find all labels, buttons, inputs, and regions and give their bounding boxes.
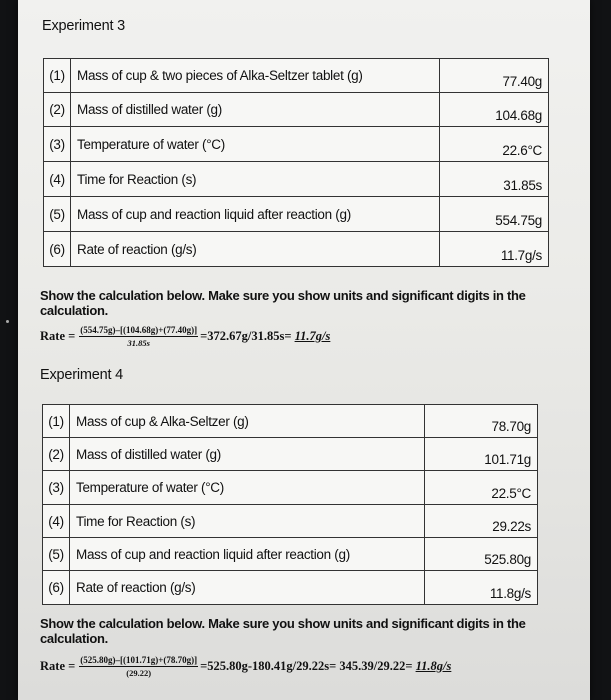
rate-fraction [79, 325, 198, 348]
table-row [44, 127, 549, 162]
row-label: Mass of cup and reaction liquid after reaction (g) [70, 538, 425, 571]
row-value: 29.22s [425, 505, 538, 538]
table-row [43, 538, 538, 571]
row-value: 77.40g [440, 59, 549, 93]
row-label: Mass of cup and reaction liquid after reaction (g) [71, 197, 440, 232]
row-number: (6) [44, 232, 71, 267]
row-label: Mass of cup & Alka-Seltzer (g) [70, 405, 425, 438]
row-number: (1) [44, 59, 71, 93]
row-number: (2) [44, 93, 71, 127]
experiment-4-instruction: Show the calculation below. Make sure you show units and significant digits in the calculation. [40, 616, 526, 646]
row-value: 22.6°C [440, 127, 549, 162]
row-label: Temperature of water (°C) [70, 471, 425, 505]
row-number: (3) [43, 471, 70, 505]
row-label: Rate of reaction (g/s) [70, 571, 425, 605]
row-label: Rate of reaction (g/s) [71, 232, 440, 267]
row-value: 554.75g [440, 197, 549, 232]
final-answer: 11.7g/s [294, 329, 331, 343]
row-value: 11.8g/s [425, 571, 538, 605]
result-steps: =372.67g/31.85s= [200, 329, 292, 343]
row-value: 101.71g [425, 438, 538, 471]
row-number: (3) [44, 127, 71, 162]
row-number: (6) [43, 571, 70, 605]
result-steps: =525.80g-180.41g/29.22s= 345.39/29.22= [200, 659, 413, 673]
row-number: (5) [43, 538, 70, 571]
rate-label: Rate = [40, 659, 76, 673]
fraction-denominator: (29.22) [126, 668, 152, 678]
table-row [43, 505, 538, 538]
document-page [18, 0, 590, 700]
bullet-mark [6, 320, 9, 323]
row-label: Time for Reaction (s) [70, 505, 425, 538]
experiment-3-instruction: Show the calculation below. Make sure you show units and significant digits in the calculation. [40, 288, 526, 318]
fraction-numerator: (525.80g)–[(101.71g)+(78.70g)] [80, 655, 198, 665]
table-row [43, 405, 538, 438]
row-number: (2) [43, 438, 70, 471]
final-answer: 11.8g/s [415, 659, 452, 673]
experiment-3-heading: Experiment 3 [42, 18, 126, 34]
table-row [44, 59, 549, 93]
experiment-3-calculation [40, 325, 330, 348]
row-value: 104.68g [440, 93, 549, 127]
experiment-4-table [42, 404, 538, 605]
row-label: Temperature of water (°C) [71, 127, 440, 162]
table-row [44, 232, 549, 267]
row-label: Time for Reaction (s) [71, 162, 440, 197]
row-number: (1) [43, 405, 70, 438]
table-row [43, 471, 538, 505]
experiment-3-table [43, 58, 549, 267]
row-value: 31.85s [440, 162, 549, 197]
row-number: (4) [44, 162, 71, 197]
fraction-denominator: 31.85s [127, 338, 150, 348]
fraction-numerator: (554.75g)–[(104.68g)+(77.40g)] [80, 325, 198, 335]
table-row [44, 197, 549, 232]
experiment-4-heading: Experiment 4 [40, 367, 124, 383]
row-value: 22.5°C [425, 471, 538, 505]
row-label: Mass of distilled water (g) [71, 93, 440, 127]
row-value: 78.70g [425, 405, 538, 438]
row-number: (5) [44, 197, 71, 232]
row-value: 11.7g/s [440, 232, 549, 267]
row-value: 525.80g [425, 538, 538, 571]
rate-fraction [79, 655, 198, 678]
calculation-result [200, 659, 451, 674]
row-number: (4) [43, 505, 70, 538]
table-row [43, 571, 538, 605]
row-label: Mass of cup & two pieces of Alka-Seltzer tablet (g) [71, 59, 440, 93]
row-label: Mass of distilled water (g) [70, 438, 425, 471]
table-row [44, 162, 549, 197]
calculation-result [200, 329, 330, 344]
rate-label: Rate = [40, 329, 76, 343]
table-row [43, 438, 538, 471]
table-row [44, 93, 549, 127]
experiment-4-calculation [40, 655, 451, 678]
